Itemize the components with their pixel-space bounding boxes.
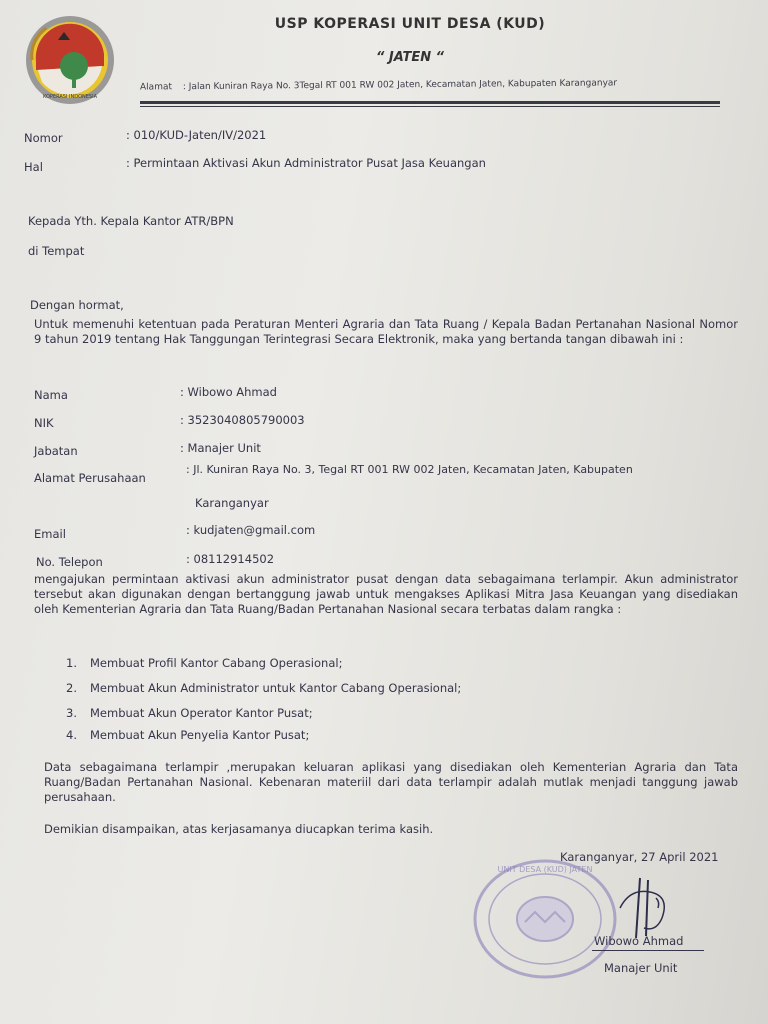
field-value-telepon: : 08112914502 [186, 552, 275, 566]
address-value: : Jalan Kuniran Raya No. 3Tegal RT 001 RW 002 Jaten, Kecamatan Jaten, Kabupaten Karanganyar [182, 78, 618, 93]
salutation: Dengan hormat, [30, 298, 124, 312]
stamp-icon [475, 861, 615, 977]
list-item [66, 656, 342, 670]
closing-sentence: Demikian disampaikan, atas kerjasamanya diucapkan terima kasih. [44, 822, 434, 836]
letterhead-address [140, 77, 720, 92]
signature-underline [592, 950, 704, 951]
letterhead-divider [140, 101, 720, 104]
signature-date: Karanganyar, 27 April 2021 [560, 850, 719, 864]
gear-emblem-icon [26, 16, 114, 104]
recipient-place: di Tempat [28, 244, 85, 258]
field-value-nik: : 3523040805790003 [180, 413, 305, 427]
list-item-text: Membuat Profil Kantor Cabang Operasional; [90, 656, 343, 670]
list-item [66, 728, 309, 742]
field-label-nik: NIK [34, 416, 54, 430]
field-label-telepon: No. Telepon [36, 555, 103, 569]
field-value-alamat: : Jl. Kuniran Raya No. 3, Tegal RT 001 RW 002 Jaten, Kecamatan Jaten, Kabupaten [186, 463, 633, 476]
list-item-text: Membuat Akun Operator Kantor Pusat; [90, 706, 313, 720]
list-item-number: 3. [66, 706, 77, 720]
organization-name: USP KOPERASI UNIT DESA (KUD) [274, 16, 546, 32]
list-item-text: Membuat Akun Penyelia Kantor Pusat; [90, 728, 310, 742]
cooperative-logo [12, 10, 130, 108]
intro-paragraph: Untuk memenuhi ketentuan pada Peraturan Menteri Agraria dan Tata Ruang / Kepala Badan Pertanahan Nasional Nomor 9 tahun 2019 tentang Hak Tanggungan Terintegrasi Secara Elektronik, maka yang bertanda tangan dibawah ini : [34, 317, 738, 346]
nomor-label: Nomor [24, 131, 63, 145]
list-item [66, 681, 461, 695]
list-item-number: 1. [66, 656, 77, 670]
request-paragraph: mengajukan permintaan aktivasi akun administrator pusat dengan data sebagaimana terlampir. Akun administrator tersebut akan digunakan dengan bertanggung jawab untuk mengakses Aplikasi Mitra Jasa Keuangan yang disediakan oleh Kementerian Agraria dan Tata Ruang/Badan Pertanahan Nasional secara terbatas dalam rangka : [34, 572, 738, 616]
organization-subtitle: “ JATEN “ [375, 50, 445, 65]
field-value-email: : kudjaten@gmail.com [186, 523, 316, 537]
signatory-name: Wibowo Ahmad [594, 934, 684, 948]
letterhead-divider-thin [140, 106, 720, 107]
field-label-jabatan: Jabatan [34, 444, 78, 458]
nomor-value: : 010/KUD-Jaten/IV/2021 [126, 128, 267, 142]
cooperative-stamp [470, 856, 620, 982]
field-value-jabatan: : Manajer Unit [180, 441, 261, 455]
data-paragraph: Data sebagaimana terlampir ,merupakan keluaran aplikasi yang disediakan oleh Kementerian Agraria dan Tata Ruang/Badan Pertanahan Nasional. Kebenaran materiil dari data terlampir adalah mutlak menjadi tanggung jawab perusahaan. [44, 760, 738, 804]
list-item [66, 706, 313, 720]
svg-text:KOPERASI INDONESIA: KOPERASI INDONESIA [42, 94, 98, 100]
field-label-alamat: Alamat Perusahaan [34, 471, 146, 485]
hal-value: : Permintaan Aktivasi Akun Administrator Pusat Jasa Keuangan [126, 156, 486, 170]
field-value-nama: : Wibowo Ahmad [180, 385, 277, 399]
recipient-line: Kepada Yth. Kepala Kantor ATR/BPN [28, 214, 234, 228]
list-item-text: Membuat Akun Administrator untuk Kantor Cabang Operasional; [90, 681, 462, 695]
address-label: Alamat [139, 82, 173, 93]
field-label-nama: Nama [34, 388, 68, 402]
svg-text:UNIT DESA (KUD) JATEN: UNIT DESA (KUD) JATEN [497, 865, 593, 874]
signatory-title: Manajer Unit [604, 961, 678, 975]
list-item-number: 2. [66, 681, 77, 695]
field-label-email: Email [34, 527, 66, 541]
hal-label: Hal [24, 160, 43, 174]
field-value-alamat-cont: Karanganyar [195, 496, 269, 510]
list-item-number: 4. [66, 728, 77, 742]
